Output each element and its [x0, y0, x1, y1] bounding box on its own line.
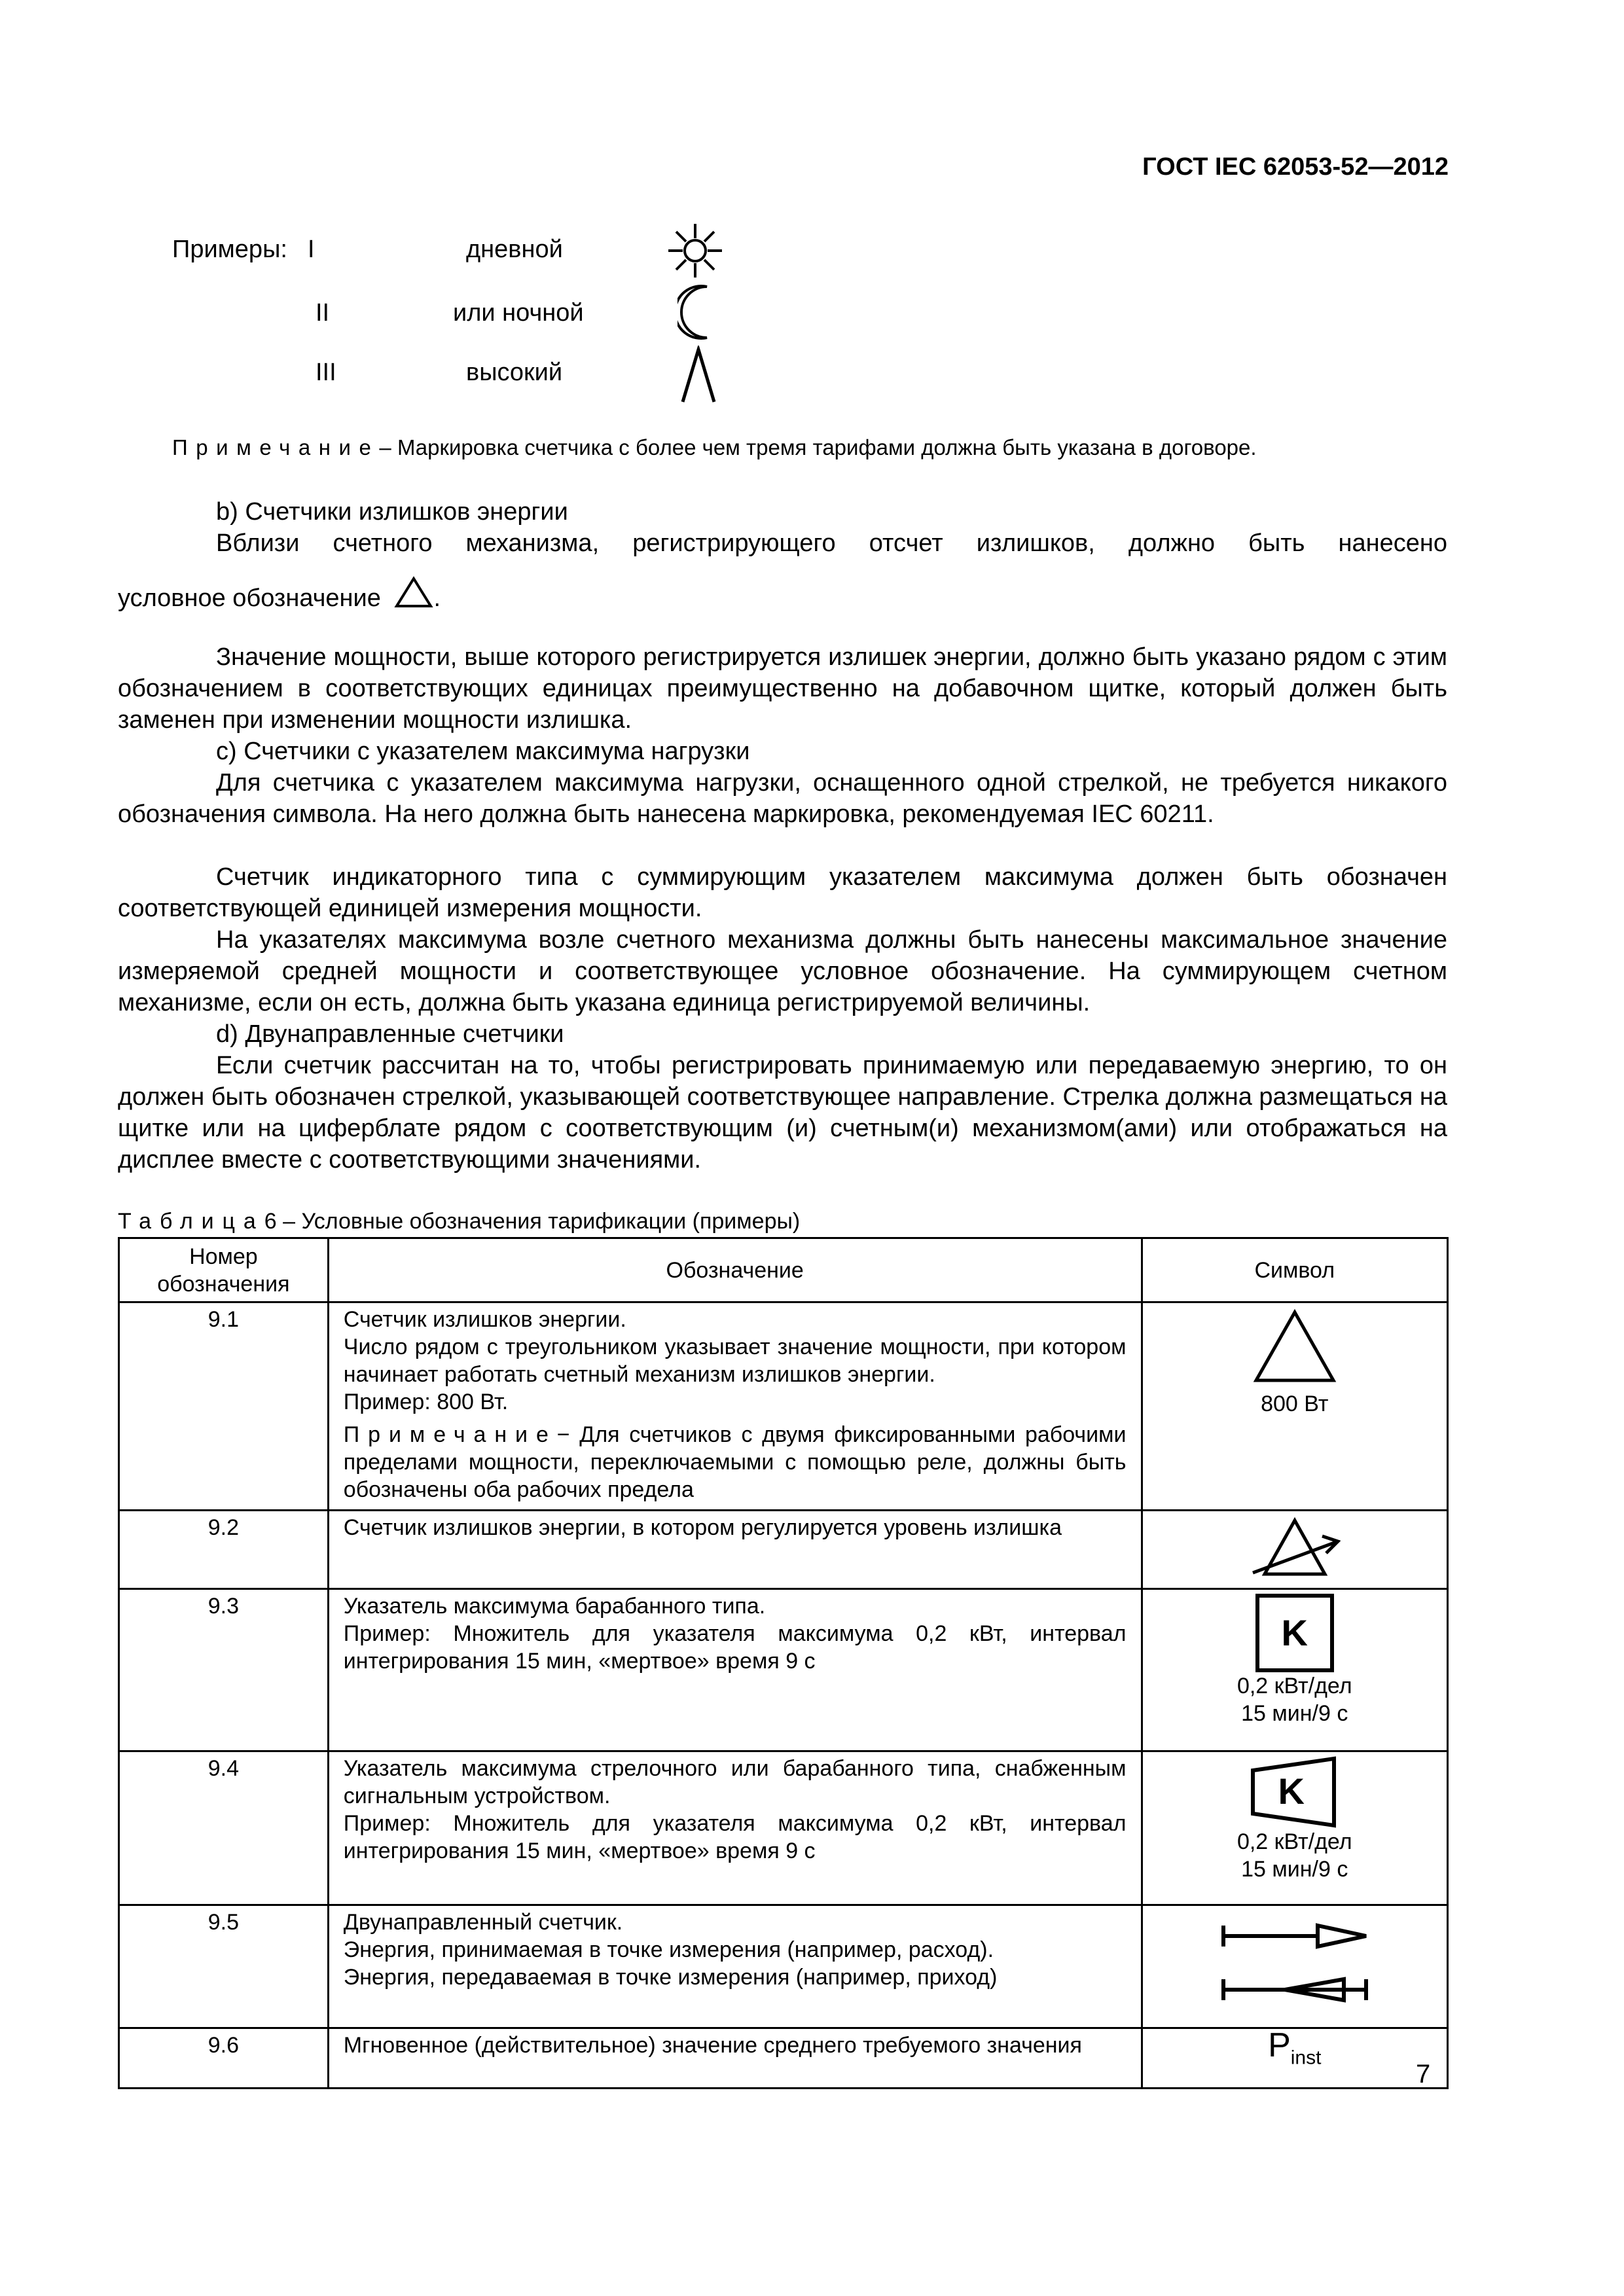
symbol-sub: inst [1290, 2047, 1322, 2069]
excess-triangle-icon [1252, 1308, 1337, 1390]
symbol-caption: 15 мин/9 с [1241, 1857, 1348, 1882]
row-symbol [1142, 1302, 1448, 1511]
example-num-2: II [316, 299, 330, 327]
tariff-symbols-table [118, 1237, 1449, 2089]
drum-indicator-icon [1255, 1594, 1334, 1672]
note-text: – Маркировка счетчика с более чем тремя тарифами должна быть указана в договоре. [379, 435, 1257, 459]
row-desc: Счетчик излишков энергии, в котором регулируется уровень излишка [328, 1511, 1142, 1589]
row-symbol [1142, 1511, 1448, 1589]
row-num: 9.1 [119, 1302, 329, 1511]
note-label: Примечание [172, 435, 380, 459]
section-c-paragraph-3: На указателях максимума возле счетного механизма должны быть нанесены максимальное значение измеряемой средней мощности и соответствующее условное обозначение. На суммирующем счетном механизме, если он есть, должна быть указана единица регистрируемой величины. [118, 926, 1447, 1016]
row-desc [328, 1751, 1142, 1905]
symbol-caption: 15 мин/9 с [1241, 1701, 1348, 1726]
table-row [119, 1511, 1448, 1589]
example-text-1: дневной [466, 236, 563, 263]
table-row [119, 1905, 1448, 2028]
table-row [119, 2028, 1448, 2089]
section-d-paragraph-1: Если счетчик рассчитан на то, чтобы регистрировать принимаемую или передаваемую энергию, то он должен быть обозначен стрелкой, указывающей соответствующее направление. Стрелка должна размещаться на щитке или на циферблате рядом с соответствующим (и) счетным(и) механизмом(ами) или отображаться на дисплее вместе с соответствующими значениями. [118, 1052, 1447, 1174]
symbol-letter: K [1281, 1612, 1308, 1653]
symbol-letter: K [1278, 1770, 1305, 1812]
triangle-icon [394, 576, 433, 617]
table-caption-text: 6 – Условные обозначения тарификации (примеры) [264, 1209, 801, 1234]
section-b-title: b) Счетчики излишков энергии [216, 498, 568, 526]
row-num: 9.4 [119, 1751, 329, 1905]
row-note [344, 1421, 1127, 1503]
symbol-caption: 0,2 кВт/дел [1236, 1674, 1352, 1698]
table-row [119, 1302, 1448, 1511]
row-symbol [1142, 1589, 1448, 1751]
row-num: 9.3 [119, 1589, 329, 1751]
signal-indicator-icon [1249, 1756, 1341, 1828]
row-desc [328, 1905, 1142, 2028]
note-tariffs [172, 435, 1257, 460]
document-header: ГОСТ IEC 62053-52—2012 [1142, 153, 1449, 181]
p-inst-symbol [1268, 2026, 1322, 2069]
desc-line: Указатель максимума стрелочного или барабанного типа, снабженным сигнальным устройством. [343, 1756, 1127, 1808]
header-desc: Обозначение [328, 1238, 1142, 1302]
symbol-caption: 0,2 кВт/дел [1236, 1829, 1352, 1854]
desc-line: Энергия, принимаемая в точке измерения (например, расход). [343, 1937, 994, 1962]
table-header-row [119, 1238, 1448, 1302]
example-text-2: или ночной [453, 299, 584, 327]
header-num: Номер обозначения [119, 1238, 329, 1302]
desc-line: Указатель максимума барабанного типа. [343, 1594, 766, 1619]
arrow-left-icon [1219, 1970, 1370, 2016]
desc-line: Пример: 800 Вт. [343, 1390, 509, 1414]
row-note-label: Примечание [343, 1422, 557, 1447]
row-desc [328, 1302, 1142, 1511]
row-num: 9.2 [119, 1511, 329, 1589]
table-caption [118, 1208, 800, 1235]
section-b-paragraph-1: Вблизи счетного механизма, регистрирующего отсчет излишков, должно быть нанесено [216, 529, 1447, 557]
desc-line: Счетчик излишков энергии. [343, 1307, 626, 1332]
arrow-right-icon [1219, 1916, 1370, 1962]
example-num-1: I [308, 236, 315, 263]
moon-icon [677, 283, 717, 345]
header-sym: Символ [1142, 1238, 1448, 1302]
desc-line: Двунаправленный счетчик. [343, 1910, 623, 1935]
row-note-text: − Для счетчиков с двумя фиксированными рабочими пределами мощности, переключаемыми с помощью реле, должны быть обозначены оба рабочих предела [343, 1422, 1127, 1502]
desc-line: Число рядом с треугольником указывает значение мощности, при котором начинает работать счетный механизм излишков энергии. [343, 1335, 1127, 1387]
section-d-title: d) Двунаправленные счетчики [216, 1020, 564, 1048]
section-c-title: c) Счетчики с указателем максимума нагрузки [216, 738, 750, 765]
row-num: 9.5 [119, 1905, 329, 2028]
section-c-paragraph-1: Для счетчика с указателем максимума нагрузки, оснащенного одной стрелкой, не требуется никакого обозначения символа. На него должна быть нанесена маркировка, рекомендуемая IEC 60211. [118, 769, 1447, 828]
desc-line: Энергия, передаваемая в точке измерения (например, приход) [343, 1965, 998, 1990]
symbol-label: условное обозначение [118, 584, 381, 612]
table-row [119, 1589, 1448, 1751]
peak-icon [679, 346, 718, 408]
examples-label: Примеры: [172, 236, 287, 263]
row-symbol [1142, 1905, 1448, 2028]
table-caption-label: Таблица [118, 1209, 264, 1234]
example-text-3: высокий [466, 359, 563, 386]
desc-line: Пример: Множитель для указателя максимума 0,2 кВт, интервал интегрирования 15 мин, «мертвое» время 9 с [343, 1621, 1127, 1674]
section-c-paragraph-2: Счетчик индикаторного типа с суммирующим указателем максимума должен быть обозначен соответствующей единицей измерения мощности. [118, 863, 1447, 922]
sun-icon [666, 221, 725, 283]
adjustable-triangle-icon [1249, 1516, 1341, 1585]
row-symbol [1142, 1751, 1448, 1905]
desc-line: Пример: Множитель для указателя максимума 0,2 кВт, интервал интегрирования 15 мин, «мертвое» время 9 с [343, 1811, 1127, 1863]
row-num: 9.6 [119, 2028, 329, 2089]
table-row [119, 1751, 1448, 1905]
symbol-caption: 800 Вт [1261, 1391, 1329, 1416]
symbol-main: P [1268, 2026, 1291, 2064]
section-b-paragraph-1-end: условное обозначение . [118, 576, 441, 617]
page-number: 7 [1416, 2060, 1431, 2089]
row-desc: Мгновенное (действительное) значение среднего требуемого значения [328, 2028, 1142, 2089]
row-symbol [1142, 2028, 1448, 2089]
row-desc [328, 1589, 1142, 1751]
example-num-3: III [316, 359, 336, 386]
section-b-paragraph-2: Значение мощности, выше которого регистрируется излишек энергии, должно быть указано рядом с этим обозначением в соответствующих единицах преимущественно на добавочном щитке, который должен быть заменен при изменении мощности излишка. [118, 643, 1447, 734]
